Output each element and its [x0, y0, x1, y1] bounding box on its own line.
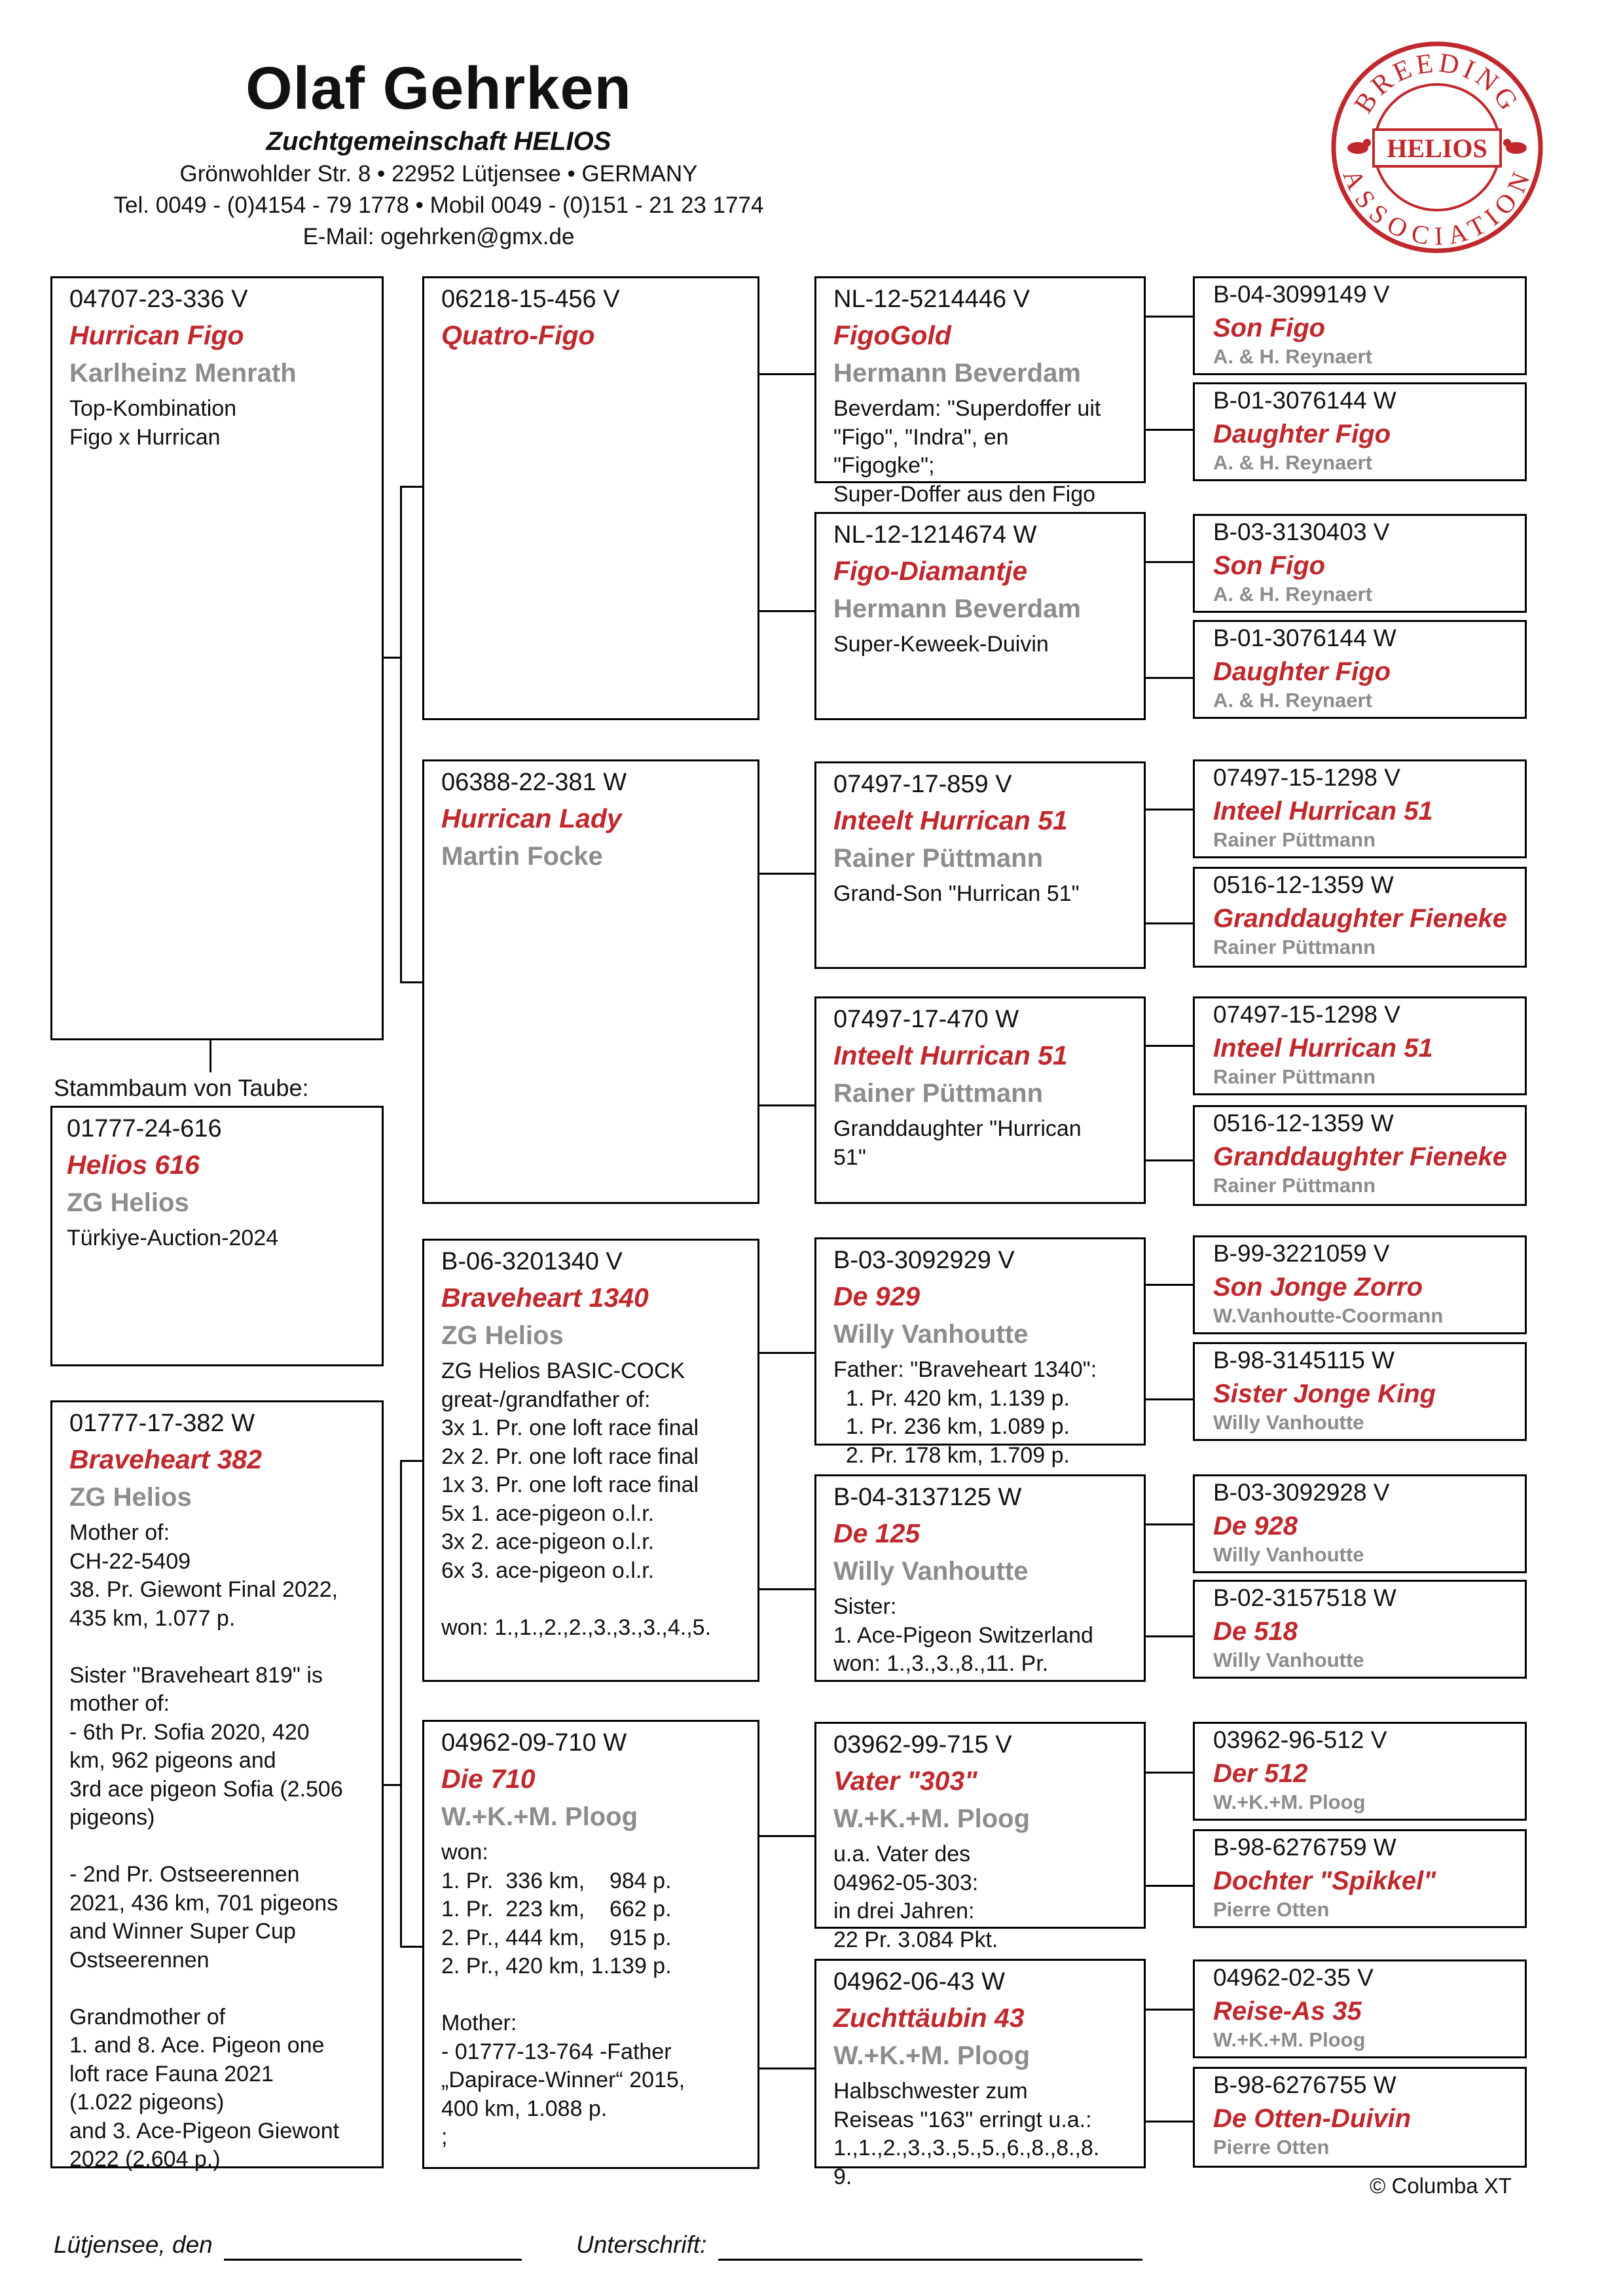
pigeon-info: Mother of: CH-22-5409 38. Pr. Giewont Final 2022, 435 km, 1.077 p. Sister "Braveheart 819" is mother of: - 6th Pr. Sofia 2020, 420 km, 962 pigeons and 3rd ace pigeon Sofia (2.506 pigeons) - 2nd Pr. Ostseerennen 2021, 436 km, 701 pigeons and Winner Super Cup Ostseerennen Grandmother of 1. and 8. Ace. Pigeon one loft race Fauna 2021 (1.022 pigeons) and 3. Ace-Pigeon Giewont 2022 (2.604 p.) — [69, 1520, 343, 2172]
pigeon-name: Son Jonge Zorro — [1213, 1273, 1423, 1302]
pigeon-info: won: 1. Pr. 336 km, 984 p. 1. Pr. 223 km, 662 p. 2. Pr., 444 km, 915 p. 2. Pr., 420 km, 1.139 p. Mother: - 01777-13-764 -Father „Dapirace-Winner“ 2015, 400 km, 1.088 p. ; — [441, 1840, 685, 2149]
pedigree-card-gen4 — [1193, 276, 1527, 375]
ring-number: 04962-06-43 W — [833, 1968, 1005, 1995]
breeding-group: Zuchtgemeinschaft HELIOS — [266, 127, 611, 156]
pigeon-name: Granddaughter Fieneke — [1213, 904, 1507, 933]
copyright-notice: © Columba XT — [1370, 2174, 1512, 2198]
ring-number: 01777-24-616 — [67, 1115, 222, 1142]
pigeon-name: Braveheart 1340 — [441, 1283, 649, 1313]
pigeon-name: Vater "303" — [833, 1766, 977, 1796]
breeder-name: Martin Focke — [441, 842, 603, 871]
pigeon-name: Son Figo — [1213, 314, 1326, 342]
breeder-name: W.Vanhoutte-Coormann — [1213, 1304, 1444, 1327]
breeder-name: Willy Vanhoutte — [1213, 1411, 1364, 1434]
ring-number: B-02-3157518 W — [1213, 1584, 1396, 1611]
breeder-name: Olaf Gehrken — [246, 55, 632, 122]
ring-number: 06218-15-456 V — [441, 285, 620, 313]
dove-icon-left — [1347, 139, 1371, 154]
ring-number: 0516-12-1359 W — [1213, 1110, 1394, 1137]
mother-card — [50, 1400, 384, 2172]
pigeon-name: Inteelt Hurrican 51 — [833, 805, 1068, 835]
pedigree-card-gen3 — [814, 276, 1146, 507]
ring-number: B-03-3092928 V — [1213, 1479, 1390, 1506]
signature-label: Unterschrift: — [576, 2231, 707, 2258]
ring-number: 0516-12-1359 W — [1213, 871, 1394, 898]
pedigree-card-gen4 — [1193, 1722, 1527, 1821]
pedigree-card-gen3 — [814, 1722, 1146, 1952]
breeder-name: Rainer Püttmann — [833, 844, 1044, 873]
pigeon-name: De Otten-Duivin — [1213, 2104, 1412, 2133]
ring-number: B-01-3076144 W — [1213, 625, 1396, 651]
ring-number: 07497-17-470 W — [833, 1006, 1019, 1033]
pigeon-name: Inteel Hurrican 51 — [1213, 797, 1433, 826]
pigeon-name: Braveheart 382 — [69, 1444, 263, 1474]
pigeon-info: Super-Keweek-Duivin — [833, 632, 1049, 657]
ring-number: 03962-99-715 V — [833, 1731, 1012, 1758]
pedigree-card-gen4 — [1193, 1235, 1527, 1334]
pigeon-name: Hurrican Lady — [441, 803, 622, 833]
place-date-line — [224, 2259, 522, 2261]
ring-number: B-01-3076144 W — [1213, 387, 1396, 414]
pedigree-card-gen3 — [814, 512, 1146, 720]
pigeon-name: Dochter "Spikkel" — [1213, 1867, 1436, 1895]
breeder-address: Grönwohlder Str. 8 • 22952 Lütjensee • GERMANY — [179, 161, 698, 187]
breeder-name: Rainer Püttmann — [833, 1079, 1044, 1108]
signature-line — [718, 2259, 1142, 2261]
place-date-label: Lütjensee, den — [54, 2231, 213, 2258]
pedigree-card-gen4 — [1193, 1342, 1527, 1441]
breeder-name: Pierre Otten — [1213, 1898, 1330, 1921]
ring-number: B-99-3221059 V — [1213, 1240, 1390, 1267]
pigeon-info: Father: "Braveheart 1340": 1. Pr. 420 km, 1.139 p. 1. Pr. 236 km, 1.089 p. 2. Pr. 178 km, 1.709 p. — [833, 1357, 1097, 1468]
pigeon-name: FigoGold — [833, 320, 951, 350]
pigeon-name: Figo-Diamantje — [833, 556, 1028, 586]
pedigree-card-gen3 — [814, 761, 1146, 969]
pedigree-card-gen4 — [1193, 2067, 1527, 2168]
pedigree-card-gen2 — [422, 276, 759, 720]
pigeon-info: Granddaughter "Hurrican 51" — [833, 1116, 1082, 1170]
ring-number: B-98-3145115 W — [1213, 1347, 1395, 1374]
pigeon-name: Der 512 — [1213, 1759, 1308, 1788]
pigeon-name: Helios 616 — [67, 1150, 200, 1180]
helios-logo-stamp — [1329, 39, 1545, 255]
breeder-name: Karlheinz Menrath — [69, 359, 297, 388]
pigeon-name: Zuchttäubin 43 — [833, 2003, 1025, 2033]
breeder-name: W.+K.+M. Ploog — [1213, 2028, 1366, 2051]
breeder-name: Willy Vanhoutte — [1213, 1649, 1364, 1671]
breeder-name: Rainer Püttmann — [1213, 1174, 1376, 1197]
pedigree-card-gen3 — [814, 1474, 1146, 1682]
logo-center-text: HELIOS — [1387, 134, 1487, 163]
pedigree-card-gen2 — [422, 759, 759, 1204]
ring-number: 07497-17-859 V — [833, 771, 1012, 798]
breeder-name: Hermann Beverdam — [833, 359, 1081, 388]
pedigree-card-gen3 — [814, 1237, 1146, 1468]
breeder-name: ZG Helios — [67, 1188, 189, 1217]
logo-top-text: BREEDING — [1348, 48, 1526, 119]
pigeon-name: Hurrican Figo — [69, 320, 244, 350]
pigeon-info: Grand-Son "Hurrican 51" — [833, 881, 1080, 906]
pigeon-info: Halbschwester zum Reiseas "163" erringt u.a.: 1.,1.,2.,3.,3.,5.,5.,6.,8.,8.,8. 9. — [833, 2079, 1100, 2189]
ring-number: B-03-3092929 V — [833, 1247, 1015, 1274]
pigeon-name: Reise-As 35 — [1213, 1997, 1362, 2026]
breeder-header — [39, 52, 838, 253]
pigeon-name: Quatro-Figo — [441, 320, 595, 350]
ring-number: B-04-3099149 V — [1213, 281, 1390, 308]
breeder-name: Rainer Püttmann — [1213, 936, 1376, 958]
ring-number: 04962-09-710 W — [441, 1729, 627, 1757]
breeder-name: Willy Vanhoutte — [1213, 1543, 1364, 1566]
ring-number: 04962-02-35 V — [1213, 1964, 1374, 1991]
father-card — [50, 276, 384, 1040]
pedigree-card-gen4 — [1193, 996, 1527, 1095]
breeder-name: Rainer Püttmann — [1213, 1065, 1376, 1088]
breeder-name: A. & H. Reynaert — [1213, 583, 1372, 606]
breeder-name: W.+K.+M. Ploog — [441, 1802, 638, 1831]
pigeon-name: Daughter Figo — [1213, 420, 1391, 448]
subject-card — [50, 1106, 384, 1366]
ring-number: 04707-23-336 V — [69, 285, 248, 313]
pigeon-info: u.a. Vater des 04962-05-303: in drei Jahren: 22 Pr. 3.084 Pkt. — [833, 1842, 998, 1952]
pigeon-name: Son Figo — [1213, 551, 1326, 580]
pedigree-card-gen4 — [1193, 1959, 1527, 2058]
pigeon-name: Inteel Hurrican 51 — [1213, 1034, 1433, 1063]
pigeon-name: De 928 — [1213, 1512, 1298, 1540]
pedigree-card-gen4 — [1193, 867, 1527, 968]
pedigree-card-gen4 — [1193, 1105, 1527, 1206]
breeder-name: Willy Vanhoutte — [833, 1557, 1029, 1586]
pigeon-name: De 518 — [1213, 1617, 1298, 1646]
breeder-name: Willy Vanhoutte — [833, 1320, 1029, 1349]
breeder-name: A. & H. Reynaert — [1213, 451, 1372, 474]
pedigree-caption: Stammbaum von Taube: — [54, 1074, 309, 1101]
breeder-name: ZG Helios — [441, 1321, 564, 1350]
pedigree-card-gen4 — [1193, 1474, 1527, 1573]
breeder-name: Pierre Otten — [1213, 2136, 1330, 2159]
pigeon-info: ZG Helios BASIC-COCK great-/grandfather of: 3x 1. Pr. one loft race final 2x 2. Pr. one loft race final 1x 3. Pr. one loft race final 5x 1. ace-pigeon o.l.r. 3x 2. ace-pigeon o.l.r. 6x 3. ace-pigeon o.l.r. won: 1.,1.,2.,2.,3.,3.,3.,4.,5. — [441, 1358, 712, 1640]
ring-number: 06388-22-381 W — [441, 769, 627, 796]
ring-number: 01777-17-382 W — [69, 1410, 255, 1437]
ring-number: NL-12-5214446 V — [833, 285, 1030, 313]
pigeon-name: De 929 — [833, 1281, 921, 1311]
ring-number: 07497-15-1298 V — [1213, 1001, 1400, 1028]
pedigree-card-gen4 — [1193, 1580, 1527, 1679]
ring-number: B-03-3130403 V — [1213, 519, 1390, 545]
pedigree-card-gen4 — [1193, 382, 1527, 481]
pigeon-name: De 125 — [833, 1518, 921, 1548]
ring-number: 03962-96-512 V — [1213, 1726, 1387, 1753]
breeder-name: A. & H. Reynaert — [1213, 689, 1372, 712]
pedigree-card-gen3 — [814, 1959, 1146, 2189]
pigeon-name: Daughter Figo — [1213, 657, 1391, 686]
pigeon-name: Inteelt Hurrican 51 — [833, 1040, 1068, 1070]
breeder-name: W.+K.+M. Ploog — [833, 1804, 1030, 1833]
svg-text:ASSOCIATION — [1338, 165, 1537, 251]
ring-number: NL-12-1214674 W — [833, 521, 1037, 549]
pigeon-info: Beverdam: "Superdoffer uit "Figo", "Indra", en "Figogke"; Super-Doffer aus den Figo — [833, 396, 1101, 507]
pedigree-card-gen2 — [422, 1720, 759, 2169]
breeder-name: W.+K.+M. Ploog — [1213, 1791, 1366, 1813]
breeder-phone: Tel. 0049 - (0)4154 - 79 1778 • Mobil 0049 - (0)151 - 21 23 1774 — [113, 192, 764, 218]
pedigree-card-gen2 — [422, 1239, 759, 1682]
pedigree-card-gen3 — [814, 996, 1146, 1204]
pedigree-card-gen4 — [1193, 759, 1527, 858]
pigeon-name: Sister Jonge King — [1213, 1379, 1436, 1408]
pigeon-info: Türkiye-Auction-2024 — [67, 1226, 279, 1250]
ring-number: B-98-6276759 W — [1213, 1834, 1396, 1861]
ring-number: 07497-15-1298 V — [1213, 764, 1400, 791]
pedigree-card-gen4 — [1193, 514, 1527, 613]
breeder-name: W.+K.+M. Ploog — [833, 2041, 1030, 2070]
breeder-email: E-Mail: ogehrken@gmx.de — [302, 224, 575, 249]
pigeon-name: Die 710 — [441, 1764, 536, 1794]
pigeon-info: Sister: 1. Ace-Pigeon Switzerland won: 1.,3.,3.,8.,11. Pr. — [833, 1594, 1093, 1676]
logo-bottom-text: ASSOCIATION — [1337, 165, 1537, 251]
ring-number: B-98-6276755 W — [1213, 2071, 1396, 2098]
breeder-name: Rainer Püttmann — [1213, 828, 1376, 851]
breeder-name: ZG Helios — [69, 1483, 192, 1512]
ring-number: B-04-3137125 W — [833, 1484, 1022, 1511]
breeder-name: A. & H. Reynaert — [1213, 345, 1372, 368]
pigeon-name: Granddaughter Fieneke — [1213, 1142, 1507, 1171]
ring-number: B-06-3201340 V — [441, 1248, 623, 1275]
dove-icon-right — [1503, 139, 1527, 154]
pedigree-card-gen4 — [1193, 620, 1527, 719]
breeder-name: Hermann Beverdam — [833, 594, 1081, 623]
pedigree-card-gen4 — [1193, 1829, 1527, 1928]
pigeon-info: Top-Kombination Figo x Hurrican — [69, 396, 237, 450]
